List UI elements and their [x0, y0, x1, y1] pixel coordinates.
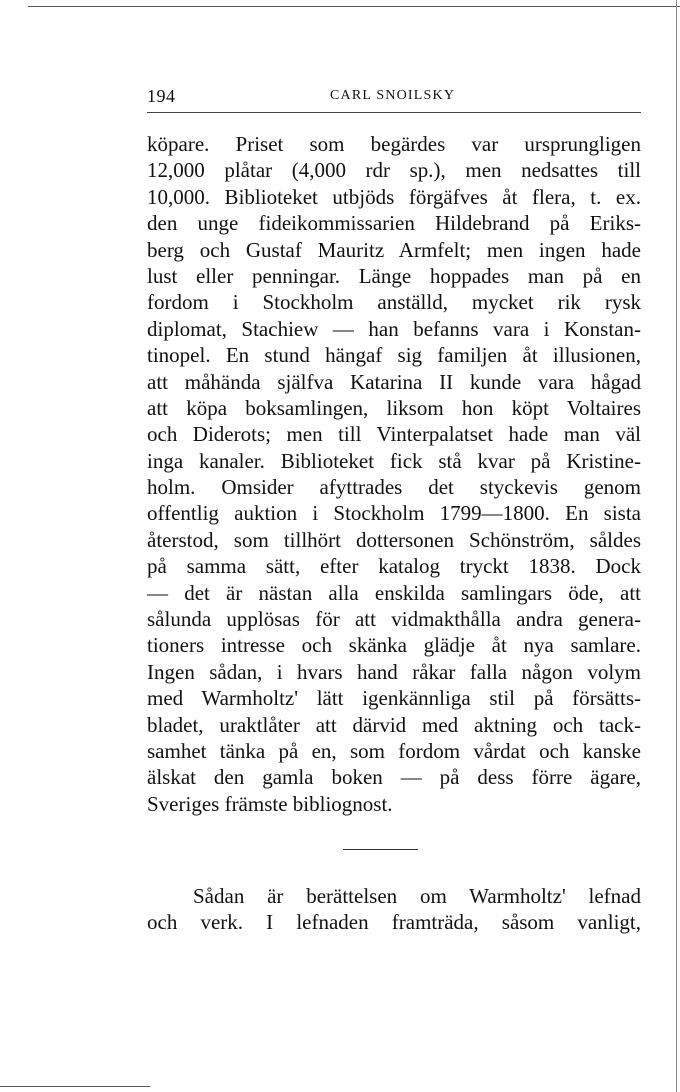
text-line: älskat den gamla boken — på dess förre ägare, — [147, 765, 641, 790]
section-divider — [343, 849, 418, 850]
scan-edge-top — [28, 6, 680, 7]
text-line: — det är nästan alla enskilda samlingars öde, att — [147, 580, 641, 605]
text-line: inga kanaler. Biblioteket fick stå kvar på Kristine- — [147, 448, 641, 473]
text-line: den unge fideikommissarien Hildebrand på Eriks- — [147, 211, 641, 236]
text-line: köpare. Priset som begärdes var ursprungligen — [147, 132, 641, 156]
text-line: diplomat, Stachiew — han befanns vara i Konstan- — [147, 316, 641, 341]
text-line: fordom i Stockholm anställd, mycket rik rysk — [147, 290, 641, 315]
text-line: att måhända själfva Katarina II kunde vara hågad — [147, 369, 641, 394]
text-line: Ingen sådan, i hvars hand råkar falla någon volym — [147, 659, 641, 684]
text-line: Sveriges främste bibliognost. — [147, 791, 393, 816]
text-line: att köpa boksamlingen, liksom hon köpt Voltaires — [147, 395, 641, 420]
text-line: offentlig auktion i Stockholm 1799—1800. En sista — [147, 501, 641, 526]
text-line: lust eller penningar. Länge hoppades man på en — [147, 263, 641, 288]
text-line: återstod, som tillhört dottersonen Schönström, såldes — [147, 527, 641, 552]
text-line: och verk. I lefnaden framträda, såsom vanligt, — [147, 910, 641, 935]
page-number: 194 — [147, 86, 176, 106]
running-title: CARL SNOILSKY — [330, 88, 456, 103]
text-line: tinopel. En stund hängaf sig familjen åt illusionen, — [147, 343, 641, 368]
header-rule — [147, 112, 641, 113]
text-line: samhet tänka på en, som fordom vårdat och kanske — [147, 738, 641, 763]
text-line: på samma sätt, efter katalog tryckt 1838. Dock — [147, 554, 641, 579]
text-line: sålunda upplösas för att vidmakthålla andra genera- — [147, 607, 641, 632]
paragraph-2 — [147, 883, 641, 936]
paragraph-1 — [147, 131, 641, 817]
text-line: med Warmholtz' lätt igenkännliga stil på försätts- — [147, 686, 641, 711]
text-line: Sådan är berättelsen om Warmholtz' lefnad — [193, 884, 641, 908]
text-line: holm. Omsider afyttrades det styckevis genom — [147, 475, 641, 500]
scan-edge-right — [676, 0, 677, 1092]
scan-edge-bottom — [0, 1086, 150, 1087]
text-line: 10,000. Biblioteket utbjöds förgäfves åt flera, t. ex. — [147, 184, 641, 209]
text-line: tioners intresse och skänka glädje åt nya samlare. — [147, 633, 641, 658]
text-line: bladet, uraktlåter att därvid med aktning och tack- — [147, 712, 641, 737]
text-line: berg och Gustaf Mauritz Armfelt; men ingen hade — [147, 237, 641, 262]
text-line: 12,000 plåtar (4,000 rdr sp.), men nedsattes till — [147, 158, 641, 183]
text-line: och Diderots; men till Vinterpalatset hade man väl — [147, 422, 641, 447]
